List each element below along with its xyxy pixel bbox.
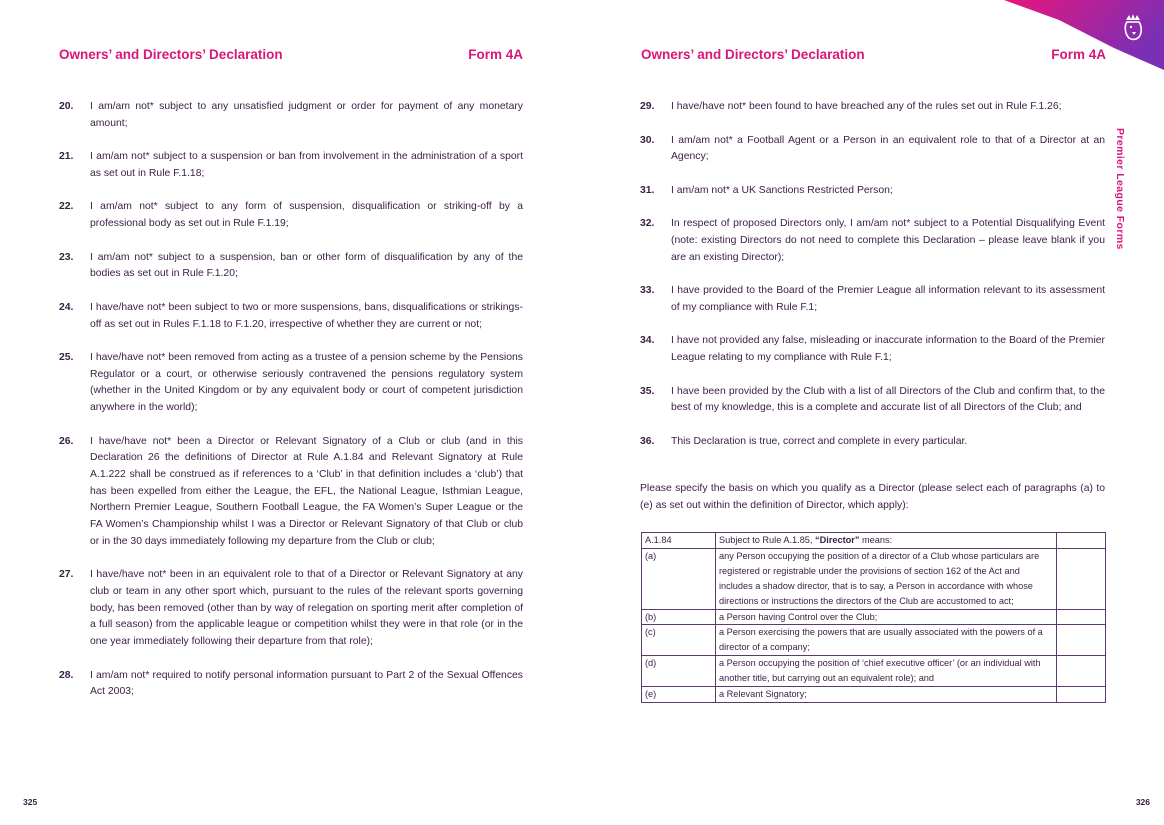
item-text: I have provided to the Board of the Premier League all information relevant to its assessment of my compliance with Rule F.1; — [671, 285, 1105, 313]
row-ref: (e) — [642, 687, 716, 703]
declaration-item — [59, 350, 523, 417]
item-text: I am/am not* subject to any unsatisfied judgment or order for payment of any monetary amount; — [90, 101, 523, 129]
declaration-item — [640, 183, 1105, 200]
definition-ref: A.1.84 — [642, 533, 716, 549]
table-row — [642, 609, 1106, 625]
heading-suffix: means: — [859, 535, 893, 545]
declaration-item — [640, 216, 1105, 266]
selection-cell[interactable] — [1057, 533, 1106, 549]
item-text: In respect of proposed Directors only, I am/am not* subject to a Potential Disqualifying Event (note: existing Directors do not need to complete this Declaration – please leave blank if you are an existing Director); — [671, 218, 1105, 263]
form-label: Form 4A — [1051, 47, 1106, 62]
item-text: I am/am not* required to notify personal information pursuant to Part 2 of the Sexual Offences Act 2003; — [90, 669, 523, 698]
row-ref: (a) — [642, 548, 716, 609]
selection-cell[interactable] — [1057, 548, 1106, 609]
row-text: a Person occupying the position of ‘chief executive officer’ (or an individual with another title, but carrying out an equivalent role); and — [716, 656, 1057, 687]
right-page — [582, 0, 1164, 825]
declaration-item — [59, 99, 523, 132]
declaration-item — [59, 149, 523, 182]
page-title: Owners’ and Directors’ Declaration — [641, 47, 865, 62]
item-number: 27. — [59, 569, 74, 581]
item-text: I am/am not* subject to a suspension or ban from involvement in the administration of a sport as set out in Rule F.1.18; — [90, 151, 523, 179]
item-number: 26. — [59, 435, 74, 447]
declaration-list — [59, 99, 523, 718]
item-text: I have been provided by the Club with a list of all Directors of the Club and confirm that, to the best of my knowledge, this is a complete and accurate list of all Directors of the Club; and — [671, 385, 1105, 414]
row-text: a Person exercising the powers that are usually associated with the powers of a director of a company; — [716, 625, 1057, 656]
row-text: a Person having Control over the Club; — [716, 609, 1057, 625]
item-number: 36. — [640, 435, 655, 447]
page-number: 325 — [23, 797, 38, 807]
item-number: 22. — [59, 201, 74, 213]
row-ref: (b) — [642, 609, 716, 625]
item-number: 24. — [59, 301, 74, 313]
side-label: Premier League Forms — [1114, 128, 1126, 250]
page-number: 326 — [1135, 797, 1150, 807]
declaration-item — [640, 133, 1105, 166]
selection-cell[interactable] — [1057, 609, 1106, 625]
declaration-item — [640, 99, 1105, 116]
item-number: 21. — [59, 151, 74, 163]
item-text: I have/have not* been in an equivalent role to that of a Director or Relevant Signatory at any club or team in any other sport which, pursuant to the rules of the relevant sports governing body, has been removed (other than by way of relegation on sporting merit after completion of a full season) from the applicable league or competition whilst they were in that role (or in the one year immediately following their departure from that role); — [90, 569, 523, 648]
table-row — [642, 656, 1106, 687]
declaration-item — [640, 283, 1105, 316]
definition-heading — [716, 533, 1057, 549]
item-number: 20. — [59, 101, 74, 112]
table-row — [642, 687, 1106, 703]
item-text: I am/am not* a UK Sanctions Restricted Person; — [671, 184, 893, 196]
item-text: I am/am not* a Football Agent or a Person in an equivalent role to that of a Director at an Agency; — [671, 134, 1105, 163]
item-text: I have not provided any false, misleading or inaccurate information to the Board of the Premier League relating to my compliance with Rule F.1; — [671, 335, 1105, 364]
item-text: I have/have not* been subject to two or more suspensions, bans, disqualifications or strikings-off as set out in Rules F.1.18 to F.1.20, irrespective of whether they are current or not; — [90, 301, 523, 330]
item-number: 23. — [59, 251, 74, 263]
form-label: Form 4A — [468, 47, 523, 62]
heading-term: “Director” — [815, 535, 860, 545]
selection-cell[interactable] — [1057, 656, 1106, 687]
item-text: This Declaration is true, correct and complete in every particular. — [671, 435, 968, 447]
item-text: I have/have not* been removed from acting as a trustee of a pension scheme by the Pensions Regulator or a court, or otherwise seriously contravened the pensions regulatory system (whether in the United Kingdom or by any equivalent body or court of competent jurisdiction anywhere in the world); — [90, 352, 523, 414]
declaration-item — [59, 434, 523, 551]
declaration-item — [640, 434, 1105, 451]
declaration-item — [640, 333, 1105, 366]
declaration-item — [59, 199, 523, 232]
row-text: any Person occupying the position of a director of a Club whose particulars are registered or registrable under the provisions of section 162 of the Act and includes a shadow director, that is to say, a Person in accordance with whose directions or instructions the directors of the Club are accustomed to act; — [716, 548, 1057, 609]
item-text: I have/have not* been a Director or Relevant Signatory of a Club or club (and in this Declaration 26 the definitions of Director at Rule A.1.84 and Relevant Signatory at Rule A.1.222 shall be construed as if references to a ‘Club’ in that definition includes a ‘club’) that has been expelled from either the League, the EFL, the National League, Isthmian League, Northern Premier League, Southern Football League, the FA Women’s Super League or the FA Women’s Championship whilst I was a Director or Relevant Signatory of that Club or club or in the 30 days immediately following my departure from the Club or club; — [90, 435, 523, 547]
declaration-item — [59, 567, 523, 651]
item-number: 34. — [640, 335, 655, 347]
page-title: Owners’ and Directors’ Declaration — [59, 47, 283, 62]
lion-icon — [1120, 12, 1146, 42]
director-definition-table — [641, 532, 1106, 703]
item-text: I have/have not* been found to have breached any of the rules set out in Rule F.1.26; — [671, 101, 1062, 112]
table-header-row — [642, 533, 1106, 549]
declaration-item — [59, 668, 523, 701]
item-number: 33. — [640, 285, 655, 297]
item-text: I am/am not* subject to a suspension, ban or other form of disqualification by any of the bodies as set out in Rule F.1.20; — [90, 251, 523, 280]
row-text: a Relevant Signatory; — [716, 687, 1057, 703]
qualification-instructions: Please specify the basis on which you qualify as a Director (please select each of paragraphs (a) to (e) as set out within the definition of Director, which apply): — [640, 483, 1105, 511]
item-number: 35. — [640, 385, 655, 397]
item-number: 28. — [59, 669, 74, 681]
selection-cell[interactable] — [1057, 687, 1106, 703]
selection-cell[interactable] — [1057, 625, 1106, 656]
item-number: 31. — [640, 184, 655, 196]
row-ref: (c) — [642, 625, 716, 656]
item-number: 30. — [640, 134, 655, 146]
declaration-item — [640, 384, 1105, 417]
row-ref: (d) — [642, 656, 716, 687]
table-row — [642, 625, 1106, 656]
item-number: 29. — [640, 101, 655, 112]
item-number: 25. — [59, 352, 74, 364]
declaration-item — [59, 250, 523, 283]
item-text: I am/am not* subject to any form of suspension, disqualification or striking-off by a professional body as set out in Rule F.1.19; — [90, 201, 523, 230]
item-number: 32. — [640, 218, 655, 230]
heading-prefix: Subject to Rule A.1.85, — [719, 535, 816, 545]
declaration-item — [59, 300, 523, 333]
declaration-list — [640, 99, 1105, 467]
table-row — [642, 548, 1106, 609]
